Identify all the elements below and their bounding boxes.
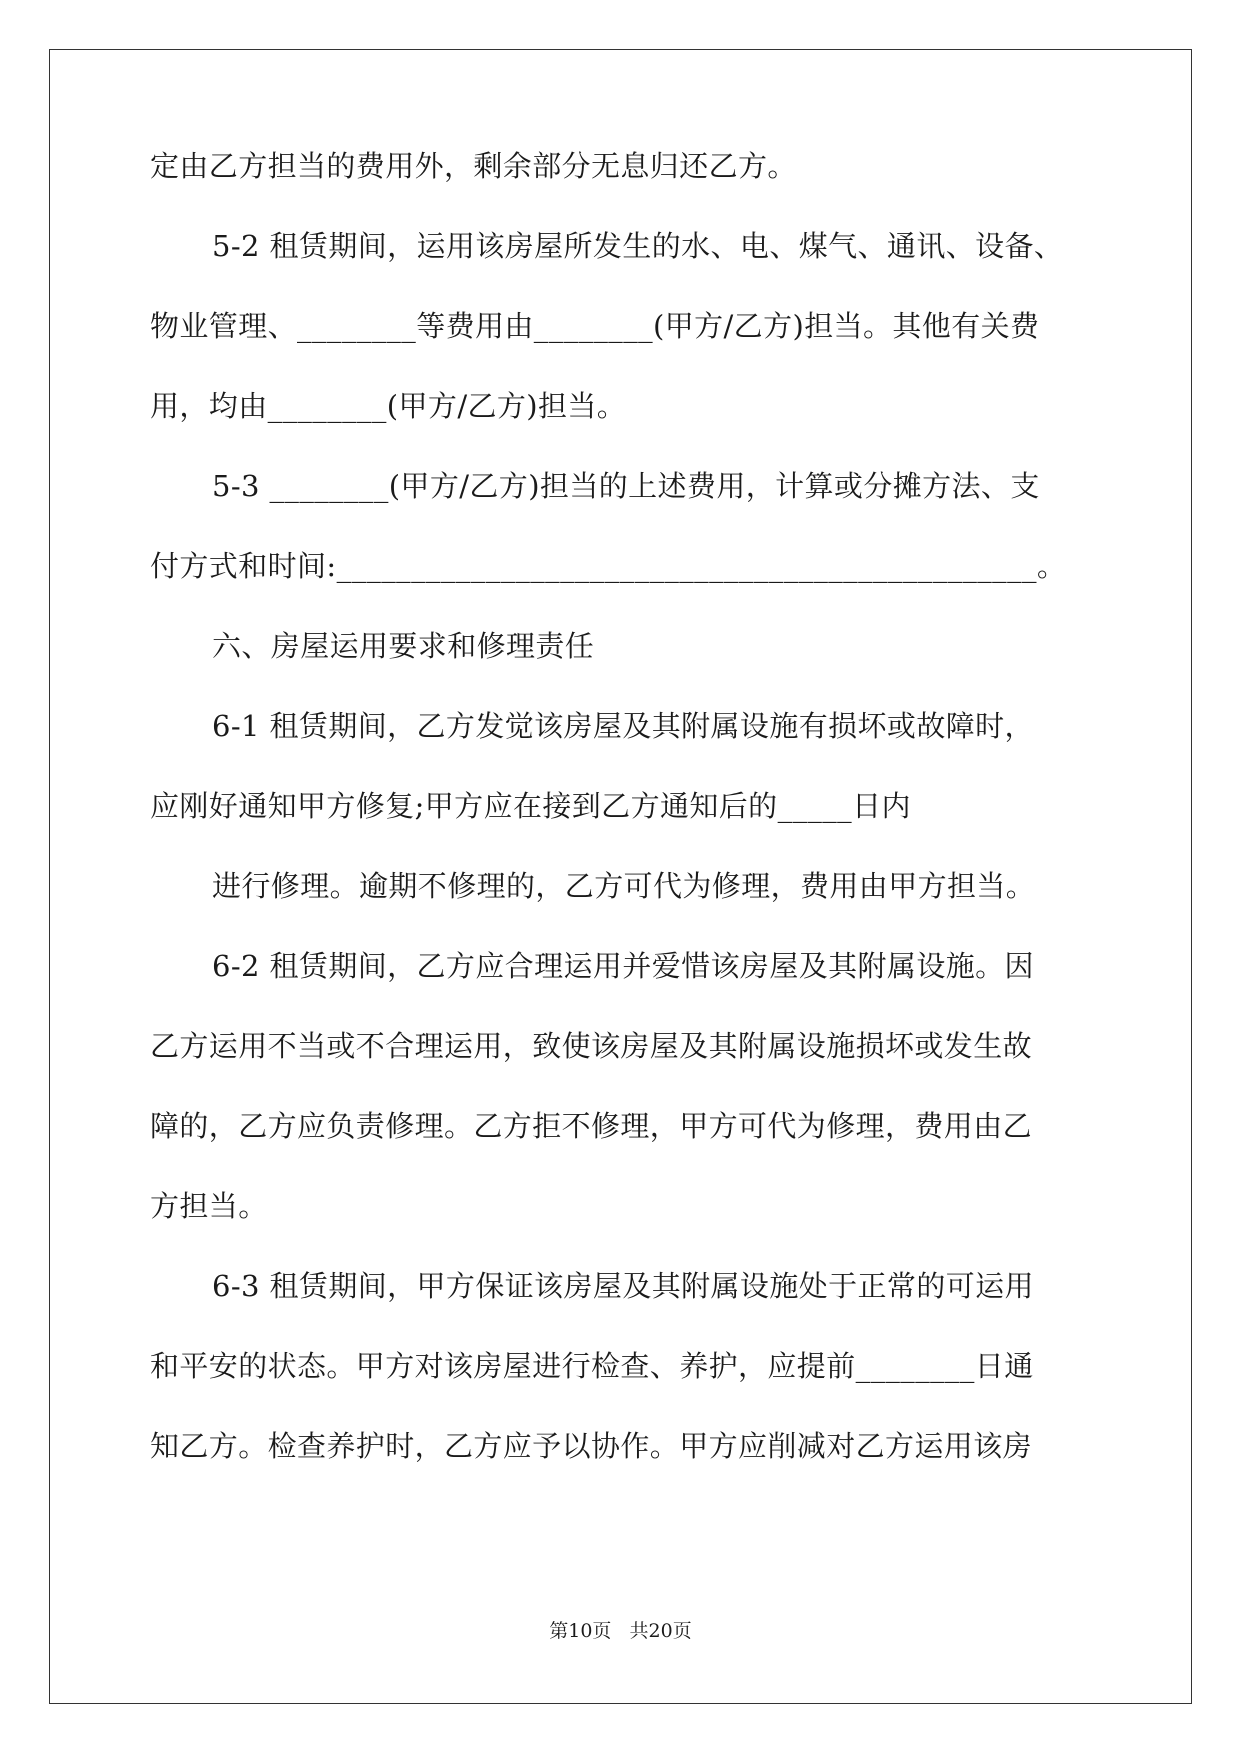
text-line-10: 进行修理。逾期不修理的，乙方可代为修理，费用由甲方担当。 bbox=[212, 869, 1036, 903]
text-line-13: 障的，乙方应负责修理。乙方拒不修理，甲方可代为修理，费用由乙 bbox=[150, 1109, 1033, 1143]
text-line-14: 方担当。 bbox=[150, 1189, 268, 1223]
text-line-3: 物业管理、________等费用由________(甲方/乙方)担当。其他有关费 bbox=[150, 309, 1040, 343]
text-line-6: 付方式和时间:_______________________________________________。 bbox=[150, 549, 1067, 583]
text-line-8: 6-1 租赁期间，乙方发觉该房屋及其附属设施有损坏或故障时， bbox=[212, 709, 1034, 743]
section-heading: 六、房屋运用要求和修理责任 bbox=[212, 629, 595, 663]
text-line-9: 应刚好通知甲方修复;甲方应在接到乙方通知后的_____日内 bbox=[150, 789, 911, 823]
text-line-16: 和平安的状态。甲方对该房屋进行检查、养护，应提前________日通 bbox=[150, 1349, 1034, 1383]
text-line-4: 用，均由________(甲方/乙方)担当。 bbox=[150, 389, 627, 423]
text-line-15: 6-3 租赁期间，甲方保证该房屋及其附属设施处于正常的可运用 bbox=[212, 1269, 1034, 1303]
text-line-2: 5-2 租赁期间，运用该房屋所发生的水、电、煤气、通讯、设备、 bbox=[212, 229, 1064, 263]
text-line-5: 5-3 ________(甲方/乙方)担当的上述费用，计算或分摊方法、支 bbox=[212, 469, 1040, 503]
text-line-1: 定由乙方担当的费用外，剩余部分无息归还乙方。 bbox=[150, 149, 797, 183]
text-line-12: 乙方运用不当或不合理运用，致使该房屋及其附属设施损坏或发生故 bbox=[150, 1029, 1033, 1063]
text-line-17: 知乙方。检查养护时，乙方应予以协作。甲方应削减对乙方运用该房 bbox=[150, 1429, 1033, 1463]
page-number-footer: 第10页 共20页 bbox=[549, 1620, 692, 1642]
text-line-11: 6-2 租赁期间，乙方应合理运用并爱惜该房屋及其附属设施。因 bbox=[212, 949, 1034, 983]
